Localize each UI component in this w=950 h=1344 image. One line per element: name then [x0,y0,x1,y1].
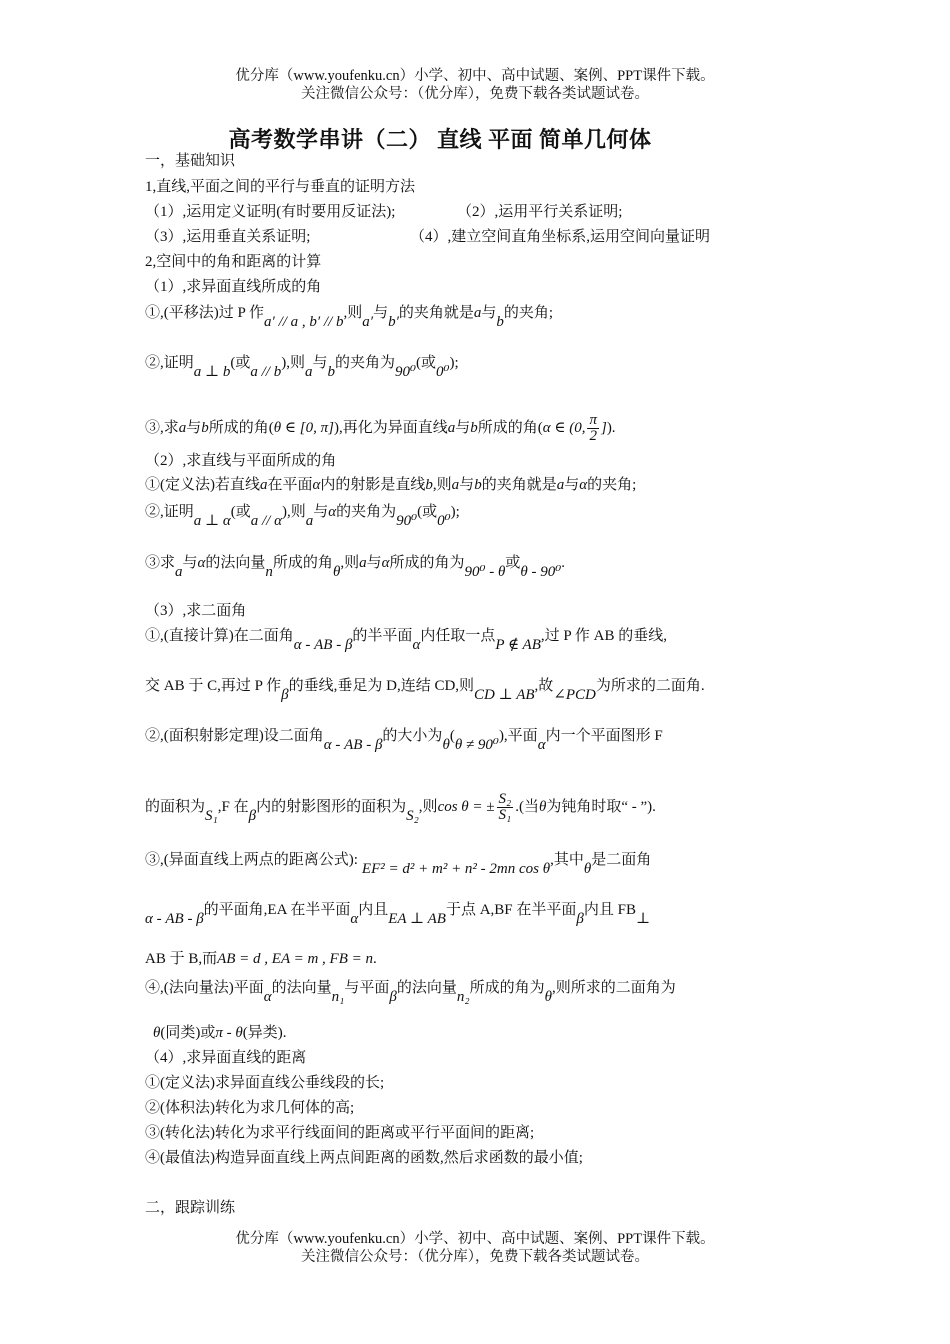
part-3-item-b-line-1: ②,(面积射影定理)设二面角α - AB - β的大小为θ(θ ≠ 90⁰),平面α内一个平面图形 F [145,728,663,753]
method-2: （2）,运用平行关系证明; [457,204,623,220]
footer-line-2: 关注微信公众号：（优分库），免费下载各类试题试卷。 [301,1249,649,1265]
part-1-heading: （1）,求异面直线所成的角 [145,279,322,295]
part-4-item-d: ④(最值法)构造异面直线上两点间距离的函数,然后求函数的最小值; [145,1150,583,1166]
subsection-proof-methods: 1,直线,平面之间的平行与垂直的证明方法 [145,179,416,195]
part-3-item-d-line-1: ④,(法向量法)平面α的法向量n₁与平面β的法向量n₂所成的角为θ,则所求的二面角为 [145,980,676,1005]
part-2-item-b: ②,证明a ⊥ α(或a // α),则a与α的夹角为90⁰(或0⁰); [145,504,460,529]
header-line-2: 关注微信公众号：（优分库），免费下载各类试题试卷。 [301,86,649,102]
part-1-item-a: ①,(平移法)过 P 作a′ // a , b′ // b,则a′与b′的夹角就是a与b的夹角; [145,305,554,330]
section-heading-basics: 一，基础知识 [145,153,236,169]
method-4: （4）,建立空间直角坐标系,运用空间向量证明 [410,229,711,245]
part-2-heading: （2）,求直线与平面所成的角 [145,453,337,469]
part-3-item-c-line-3: AB 于 B,而AB = d , EA = m , FB = n. [145,951,377,967]
part-3-item-a-line-1: ①,(直接计算)在二面角α - AB - β的半平面α内任取一点P ∉ AB,过 P 作 AB 的垂线, [145,628,668,653]
method-1: （1）,运用定义证明(有时要用反证法); [145,204,396,220]
part-3-heading: （3）,求二面角 [145,603,247,619]
part-3-item-c-line-1: ③,(异面直线上两点的距离公式):EF² = d² + m² + n² - 2mn cos θ,其中θ是二面角 [145,852,652,877]
part-2-item-c: ③求a与α的法向量n所成的角θ,则a与α所成的角为90⁰ - θ或θ - 90⁰. [145,555,566,580]
part-4-heading: （4）,求异面直线的距离 [145,1050,307,1066]
header-line-1: 优分库（www.youfenku.cn）小学、初中、高中试题、案例、PPT课件下载。 [235,68,715,84]
part-3-item-a-line-2: 交 AB 于 C,再过 P 作β的垂线,垂足为 D,连结 CD,则CD ⊥ AB,故∠PCD为所求的二面角. [145,678,705,703]
part-1-item-b: ②,证明a ⊥ b(或a // b),则a与b的夹角为90⁰(或0⁰); [145,355,459,380]
part-1-item-c: ③,求a与b所成的角(θ ∈ [0, π]),再化为异面直线a与b所成的角(α ∈ (0, $\frac{\pi}{2}$ ]). [145,412,616,444]
part-2-item-a: ①(定义法)若直线a在平面α内的射影是直线b,则a与b的夹角就是a与α的夹角; [145,477,637,493]
part-3-item-c-line-2: α - AB - β的平面角,EA 在半平面α内且EA ⊥ AB于点 A,BF 在半平面β内且 FB⊥ [145,902,651,927]
part-4-item-c: ③(转化法)转化为求平行线面间的距离或平行平面间的距离; [145,1125,535,1141]
part-3-item-d-line-2: θ(同类)或π - θ(异类). [153,1025,287,1041]
page-title: 高考数学串讲（二） 直线 平面 简单几何体 [228,127,652,152]
part-3-item-b-line-2: 的面积为S₁,F 在β内的射影图形的面积为S₂,则cos θ = ± $\frac{\text{S₂}}{\text{S₁}}$ .(当θ为钝角时取“ - ”). [145,791,656,824]
section-heading-practice: 二，跟踪训练 [145,1200,236,1216]
method-3: （3）,运用垂直关系证明; [145,229,311,245]
subsection-angles-distances: 2,空间中的角和距离的计算 [145,254,322,270]
footer-line-1: 优分库（www.youfenku.cn）小学、初中、高中试题、案例、PPT课件下载。 [235,1231,715,1247]
part-4-item-b: ②(体积法)转化为求几何体的高; [145,1100,355,1116]
part-4-item-a: ①(定义法)求异面直线公垂线段的长; [145,1075,385,1091]
